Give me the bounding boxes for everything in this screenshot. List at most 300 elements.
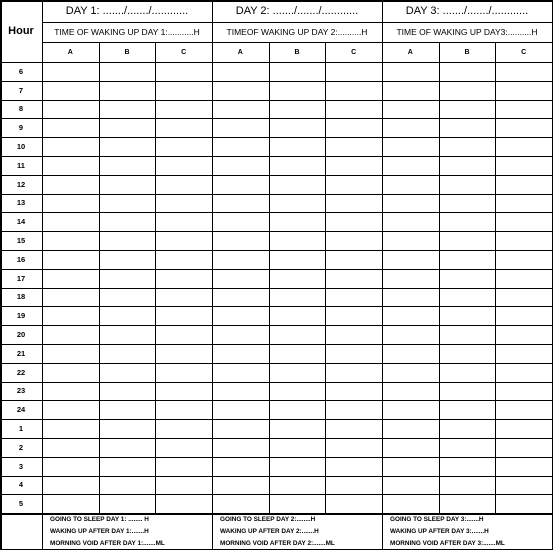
entry-cell[interactable] (269, 269, 326, 288)
entry-cell[interactable] (155, 156, 212, 175)
entry-cell[interactable] (155, 175, 212, 194)
entry-cell[interactable] (439, 250, 496, 269)
entry-cell[interactable] (439, 156, 496, 175)
entry-cell[interactable] (495, 438, 552, 457)
hour-label: 20 (16, 330, 26, 340)
entry-cell[interactable] (42, 194, 99, 213)
hour-label: 7 (18, 85, 24, 95)
entry-cell[interactable] (382, 457, 439, 476)
entry-cell[interactable] (382, 476, 439, 495)
day-separator (212, 0, 214, 550)
entry-cell[interactable] (212, 81, 269, 100)
hour-label: 4 (18, 480, 24, 490)
entry-cell[interactable] (99, 62, 156, 81)
entry-cell[interactable] (382, 175, 439, 194)
entry-cell[interactable] (212, 118, 269, 137)
row-rule (0, 250, 553, 251)
entry-cell[interactable] (325, 250, 382, 269)
entry-cell[interactable] (42, 438, 99, 457)
day-separator (382, 0, 384, 550)
entry-cell[interactable] (99, 438, 156, 457)
entry-cell[interactable] (382, 269, 439, 288)
entry-cell[interactable] (439, 212, 496, 231)
entry-cell[interactable] (269, 419, 326, 438)
column-rule (495, 42, 496, 513)
entry-cell[interactable] (439, 118, 496, 137)
entry-cell[interactable] (495, 325, 552, 344)
entry-cell[interactable] (99, 175, 156, 194)
entry-cell[interactable] (269, 231, 326, 250)
column-rule (325, 42, 326, 513)
entry-cell[interactable] (99, 231, 156, 250)
entry-cell[interactable] (439, 62, 496, 81)
row-rule (0, 438, 553, 439)
day-2-title: DAY 2: ......./......./............ (235, 5, 359, 17)
entry-cell[interactable] (495, 250, 552, 269)
border-top (0, 0, 553, 2)
entry-cell[interactable] (495, 494, 552, 513)
entry-cell[interactable] (439, 231, 496, 250)
entry-cell[interactable] (42, 457, 99, 476)
entry-cell[interactable] (325, 325, 382, 344)
entry-cell[interactable] (325, 194, 382, 213)
entry-cell[interactable] (99, 476, 156, 495)
row-rule (0, 363, 553, 364)
entry-cell[interactable] (382, 81, 439, 100)
row-rule (0, 494, 553, 495)
entry-cell[interactable] (99, 212, 156, 231)
entry-cell[interactable] (495, 175, 552, 194)
hour-label: 6 (18, 66, 24, 76)
entry-cell[interactable] (212, 476, 269, 495)
entry-cell[interactable] (212, 306, 269, 325)
hour-label: 11 (17, 160, 25, 170)
entry-cell[interactable] (439, 306, 496, 325)
entry-cell[interactable] (269, 100, 326, 119)
row-rule (0, 137, 553, 138)
entry-cell[interactable] (155, 382, 212, 401)
entry-cell[interactable] (382, 363, 439, 382)
entry-cell[interactable] (382, 400, 439, 419)
footer-line: GOING TO SLEEP DAY 1: ........ H (50, 516, 149, 524)
hour-label: 22 (16, 367, 26, 377)
entry-cell[interactable] (212, 175, 269, 194)
entry-cell[interactable] (325, 476, 382, 495)
column-header-c: C (181, 48, 187, 56)
entry-cell[interactable] (382, 382, 439, 401)
entry-cell[interactable] (42, 382, 99, 401)
footer-line: WAKING UP AFTER DAY 3:.......H (390, 528, 489, 536)
entry-cell[interactable] (382, 118, 439, 137)
entry-cell[interactable] (99, 457, 156, 476)
entry-cell[interactable] (495, 118, 552, 137)
entry-cell[interactable] (99, 81, 156, 100)
entry-cell[interactable] (212, 325, 269, 344)
entry-cell[interactable] (99, 419, 156, 438)
entry-cell[interactable] (382, 494, 439, 513)
entry-cell[interactable] (382, 419, 439, 438)
entry-cell[interactable] (495, 400, 552, 419)
entry-cell[interactable] (325, 100, 382, 119)
hour-label: 9 (18, 123, 24, 133)
title-rule (42, 22, 553, 23)
column-header-b: B (124, 48, 130, 56)
entry-cell[interactable] (325, 419, 382, 438)
entry-cell[interactable] (212, 156, 269, 175)
entry-cell[interactable] (155, 137, 212, 156)
entry-cell[interactable] (99, 156, 156, 175)
row-rule (0, 156, 553, 157)
row-rule (0, 419, 553, 420)
entry-cell[interactable] (212, 438, 269, 457)
entry-cell[interactable] (439, 382, 496, 401)
entry-cell[interactable] (212, 250, 269, 269)
hour-label: 18 (16, 292, 26, 302)
day-separator (42, 0, 44, 550)
entry-cell[interactable] (42, 288, 99, 307)
entry-cell[interactable] (155, 269, 212, 288)
entry-cell[interactable] (495, 457, 552, 476)
entry-cell[interactable] (495, 382, 552, 401)
entry-cell[interactable] (269, 137, 326, 156)
entry-cell[interactable] (269, 344, 326, 363)
entry-cell[interactable] (325, 494, 382, 513)
entry-cell[interactable] (42, 81, 99, 100)
entry-cell[interactable] (325, 400, 382, 419)
entry-cell[interactable] (42, 419, 99, 438)
entry-cell[interactable] (439, 494, 496, 513)
entry-cell[interactable] (212, 231, 269, 250)
entry-cell[interactable] (269, 118, 326, 137)
entry-cell[interactable] (439, 438, 496, 457)
grid-top-rule (0, 62, 553, 63)
day-1-waking-time: TIME OF WAKING UP DAY 1:...........H (54, 27, 200, 37)
entry-cell[interactable] (382, 306, 439, 325)
entry-cell[interactable] (269, 363, 326, 382)
entry-cell[interactable] (325, 231, 382, 250)
entry-cell[interactable] (269, 156, 326, 175)
entry-cell[interactable] (382, 231, 439, 250)
entry-cell[interactable] (495, 344, 552, 363)
entry-cell[interactable] (42, 62, 99, 81)
row-rule (0, 344, 553, 345)
entry-cell[interactable] (155, 288, 212, 307)
entry-cell[interactable] (155, 344, 212, 363)
entry-cell[interactable] (495, 81, 552, 100)
entry-cell[interactable] (325, 212, 382, 231)
row-rule (0, 400, 553, 401)
footer-line: WAKING UP AFTER DAY 2:.......H (220, 528, 319, 536)
column-header-b: B (464, 48, 470, 56)
entry-cell[interactable] (325, 62, 382, 81)
entry-cell[interactable] (325, 81, 382, 100)
entry-cell[interactable] (155, 438, 212, 457)
row-rule (0, 306, 553, 307)
entry-cell[interactable] (495, 269, 552, 288)
day-3-footer (390, 517, 550, 549)
entry-cell[interactable] (382, 288, 439, 307)
entry-cell[interactable] (269, 476, 326, 495)
day-3-waking-time: TIME OF WAKING UP DAY3:..........H (396, 27, 538, 37)
entry-cell[interactable] (439, 269, 496, 288)
entry-cell[interactable] (495, 62, 552, 81)
entry-cell[interactable] (212, 137, 269, 156)
row-rule (0, 175, 553, 176)
hour-label: 12 (16, 179, 26, 189)
column-header-c: C (521, 48, 527, 56)
entry-cell[interactable] (495, 306, 552, 325)
entry-cell[interactable] (155, 81, 212, 100)
entry-cell[interactable] (155, 62, 212, 81)
column-header-a: A (67, 48, 73, 56)
hour-label: 21 (16, 348, 26, 358)
entry-cell[interactable] (99, 325, 156, 344)
entry-cell[interactable] (269, 288, 326, 307)
row-rule (0, 288, 553, 289)
hour-label: 2 (18, 442, 24, 452)
entry-cell[interactable] (382, 325, 439, 344)
hour-label: 15 (16, 236, 26, 246)
hour-label: 16 (16, 254, 26, 264)
entry-cell[interactable] (382, 137, 439, 156)
entry-cell[interactable] (99, 194, 156, 213)
entry-cell[interactable] (439, 175, 496, 194)
entry-cell[interactable] (439, 81, 496, 100)
hour-label: 3 (18, 461, 24, 471)
entry-cell[interactable] (155, 325, 212, 344)
border-left (0, 0, 2, 550)
entry-cell[interactable] (325, 118, 382, 137)
footer-line: GOING TO SLEEP DAY 3:.......H (390, 516, 484, 524)
entry-cell[interactable] (155, 476, 212, 495)
entry-cell[interactable] (269, 382, 326, 401)
day-1-title: DAY 1: ......./......./............ (65, 5, 189, 17)
entry-cell[interactable] (269, 400, 326, 419)
entry-cell[interactable] (42, 212, 99, 231)
entry-cell[interactable] (325, 137, 382, 156)
entry-cell[interactable] (495, 100, 552, 119)
entry-cell[interactable] (495, 363, 552, 382)
column-rule (155, 42, 156, 513)
entry-cell[interactable] (382, 344, 439, 363)
entry-cell[interactable] (212, 457, 269, 476)
entry-cell[interactable] (155, 100, 212, 119)
entry-cell[interactable] (212, 194, 269, 213)
day-2-footer (220, 517, 380, 549)
footer-line: MORNING VOID AFTER DAY 3:.......ML (390, 540, 505, 548)
hour-label: 8 (18, 104, 24, 114)
entry-cell[interactable] (495, 156, 552, 175)
entry-cell[interactable] (212, 62, 269, 81)
entry-cell[interactable] (495, 231, 552, 250)
entry-cell[interactable] (382, 250, 439, 269)
entry-cell[interactable] (99, 344, 156, 363)
footer-line: MORNING VOID AFTER DAY 2:.......ML (220, 540, 335, 548)
row-rule (0, 457, 553, 458)
entry-cell[interactable] (99, 118, 156, 137)
hour-label: 10 (16, 142, 26, 152)
entry-cell[interactable] (269, 81, 326, 100)
entry-cell[interactable] (495, 194, 552, 213)
entry-cell[interactable] (495, 288, 552, 307)
entry-cell[interactable] (439, 363, 496, 382)
waking-rule (42, 42, 553, 43)
entry-cell[interactable] (155, 306, 212, 325)
hour-label: 14 (16, 217, 26, 227)
entry-cell[interactable] (382, 62, 439, 81)
entry-cell[interactable] (269, 175, 326, 194)
entry-cell[interactable] (99, 363, 156, 382)
entry-cell[interactable] (42, 476, 99, 495)
row-rule (0, 118, 553, 119)
entry-cell[interactable] (155, 400, 212, 419)
entry-cell[interactable] (269, 494, 326, 513)
entry-cell[interactable] (212, 382, 269, 401)
row-rule (0, 100, 553, 101)
entry-cell[interactable] (212, 100, 269, 119)
entry-cell[interactable] (155, 118, 212, 137)
entry-cell[interactable] (99, 250, 156, 269)
entry-cell[interactable] (99, 400, 156, 419)
entry-cell[interactable] (212, 400, 269, 419)
entry-cell[interactable] (212, 419, 269, 438)
entry-cell[interactable] (495, 137, 552, 156)
entry-cell[interactable] (212, 363, 269, 382)
entry-cell[interactable] (382, 156, 439, 175)
day-1-footer (50, 517, 210, 549)
entry-cell[interactable] (155, 494, 212, 513)
entry-cell[interactable] (212, 494, 269, 513)
entry-cell[interactable] (269, 457, 326, 476)
entry-cell[interactable] (269, 62, 326, 81)
entry-cell[interactable] (439, 194, 496, 213)
row-rule (0, 81, 553, 82)
entry-cell[interactable] (325, 306, 382, 325)
row-rule (0, 476, 553, 477)
hour-label: 19 (16, 311, 26, 321)
entry-cell[interactable] (325, 344, 382, 363)
entry-cell[interactable] (325, 288, 382, 307)
entry-cell[interactable] (382, 100, 439, 119)
entry-cell[interactable] (42, 363, 99, 382)
entry-cell[interactable] (325, 457, 382, 476)
entry-cell[interactable] (155, 457, 212, 476)
footer-line: WAKING UP AFTER DAY 1:.......H (50, 528, 149, 536)
entry-cell[interactable] (99, 494, 156, 513)
entry-cell[interactable] (212, 288, 269, 307)
entry-cell[interactable] (439, 457, 496, 476)
column-header-c: C (351, 48, 357, 56)
entry-cell[interactable] (325, 269, 382, 288)
entry-cell[interactable] (495, 212, 552, 231)
hour-label: 13 (16, 198, 26, 208)
entry-cell[interactable] (155, 363, 212, 382)
column-rule (439, 42, 440, 513)
row-rule (0, 513, 553, 515)
entry-cell[interactable] (155, 419, 212, 438)
entry-cell[interactable] (155, 194, 212, 213)
entry-cell[interactable] (269, 194, 326, 213)
entry-cell[interactable] (325, 156, 382, 175)
entry-cell[interactable] (42, 306, 99, 325)
entry-cell[interactable] (382, 438, 439, 457)
column-rule (99, 42, 100, 513)
entry-cell[interactable] (439, 325, 496, 344)
entry-cell[interactable] (439, 344, 496, 363)
row-rule (0, 325, 553, 326)
entry-cell[interactable] (42, 137, 99, 156)
entry-cell[interactable] (42, 231, 99, 250)
entry-cell[interactable] (42, 100, 99, 119)
column-rule (269, 42, 270, 513)
hour-label: 17 (16, 273, 26, 283)
hour-label: 24 (16, 405, 26, 415)
entry-cell[interactable] (269, 250, 326, 269)
entry-cell[interactable] (439, 100, 496, 119)
entry-cell[interactable] (155, 212, 212, 231)
entry-cell[interactable] (269, 306, 326, 325)
entry-cell[interactable] (42, 400, 99, 419)
entry-cell[interactable] (325, 175, 382, 194)
entry-cell[interactable] (439, 419, 496, 438)
entry-cell[interactable] (99, 269, 156, 288)
entry-cell[interactable] (439, 476, 496, 495)
entry-cell[interactable] (99, 288, 156, 307)
entry-cell[interactable] (42, 269, 99, 288)
entry-cell[interactable] (42, 118, 99, 137)
entry-cell[interactable] (382, 194, 439, 213)
footer-line: MORNING VOID AFTER DAY 1:.......ML (50, 540, 165, 548)
entry-cell[interactable] (382, 212, 439, 231)
entry-cell[interactable] (439, 137, 496, 156)
entry-cell[interactable] (42, 344, 99, 363)
column-header-a: A (407, 48, 413, 56)
footer-line: GOING TO SLEEP DAY 2:........H (220, 516, 316, 524)
entry-cell[interactable] (269, 325, 326, 344)
entry-cell[interactable] (99, 306, 156, 325)
entry-cell[interactable] (439, 400, 496, 419)
entry-cell[interactable] (495, 419, 552, 438)
entry-cell[interactable] (495, 476, 552, 495)
entry-cell[interactable] (325, 438, 382, 457)
entry-cell[interactable] (42, 250, 99, 269)
entry-cell[interactable] (42, 175, 99, 194)
entry-cell[interactable] (155, 250, 212, 269)
entry-cell[interactable] (439, 288, 496, 307)
entry-cell[interactable] (212, 269, 269, 288)
entry-cell[interactable] (42, 325, 99, 344)
entry-cell[interactable] (155, 231, 212, 250)
entry-cell[interactable] (212, 344, 269, 363)
hour-label: 1 (18, 424, 24, 434)
entry-cell[interactable] (212, 212, 269, 231)
entry-cell[interactable] (99, 382, 156, 401)
entry-cell[interactable] (325, 382, 382, 401)
entry-cell[interactable] (42, 494, 99, 513)
entry-cell[interactable] (42, 156, 99, 175)
hour-header: Hour (8, 25, 34, 37)
entry-cell[interactable] (269, 438, 326, 457)
entry-cell[interactable] (99, 137, 156, 156)
row-rule (0, 194, 553, 195)
entry-cell[interactable] (269, 212, 326, 231)
row-rule (0, 269, 553, 270)
entry-cell[interactable] (325, 363, 382, 382)
row-rule (0, 382, 553, 383)
day-2-waking-time: TIMEOF WAKING UP DAY 2:..........H (226, 27, 368, 37)
row-rule (0, 212, 553, 213)
entry-cell[interactable] (99, 100, 156, 119)
